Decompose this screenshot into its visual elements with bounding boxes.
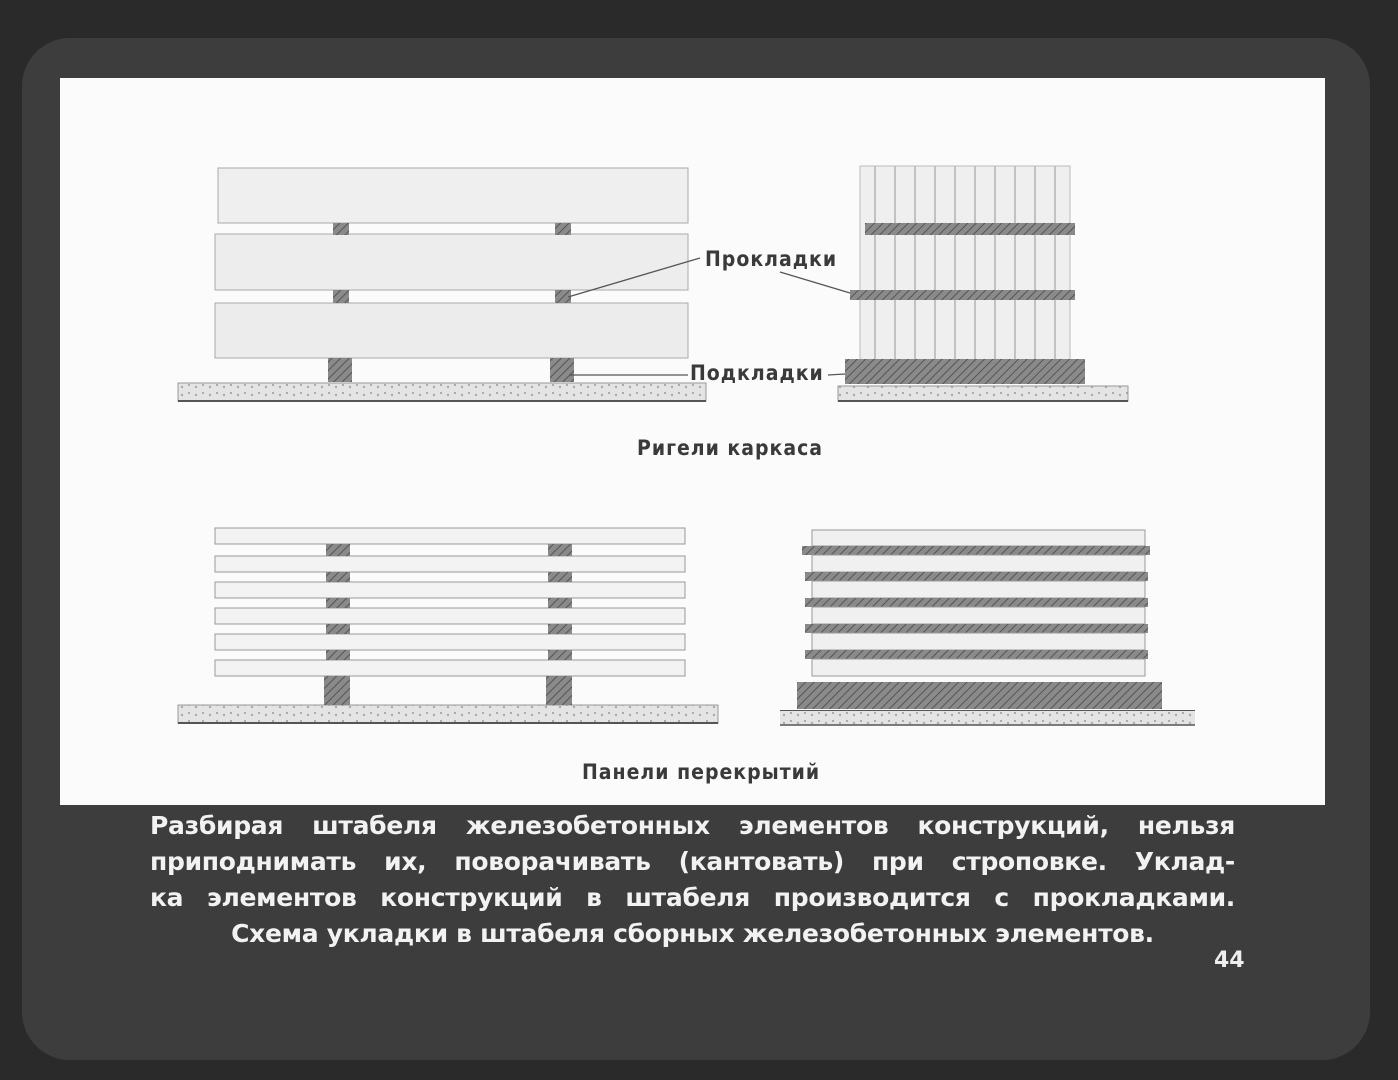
panel xyxy=(812,633,1145,650)
base-pad xyxy=(328,358,352,382)
base-pad xyxy=(546,676,572,705)
spacer xyxy=(865,223,1075,235)
panel xyxy=(812,555,1145,572)
panel xyxy=(812,581,1145,598)
spacer xyxy=(802,546,1150,555)
spacer xyxy=(333,223,349,235)
panel xyxy=(215,608,685,624)
ground-strip xyxy=(178,383,706,401)
panel xyxy=(215,582,685,598)
base-pad xyxy=(845,359,1085,384)
spacer xyxy=(326,650,350,660)
spacer xyxy=(326,598,350,608)
panel xyxy=(215,634,685,650)
page-number: 44 xyxy=(1214,948,1245,973)
panel xyxy=(215,528,685,544)
spacer xyxy=(326,572,350,582)
ground-strip xyxy=(780,711,1195,725)
label-base-pads: Подкладки xyxy=(690,361,824,385)
title-panels: Панели перекрытий xyxy=(582,760,821,784)
spacer xyxy=(326,544,350,556)
panel xyxy=(215,660,685,676)
spacer xyxy=(805,624,1148,633)
base-pad xyxy=(550,358,574,382)
spacer xyxy=(548,598,572,608)
panel xyxy=(812,530,1145,546)
panel xyxy=(215,556,685,572)
spacer xyxy=(548,624,572,634)
spacer xyxy=(805,650,1148,659)
base-pad xyxy=(797,682,1162,709)
panel xyxy=(812,659,1145,676)
spacer xyxy=(555,223,571,235)
stacking-diagram xyxy=(60,78,1325,805)
base-pad xyxy=(324,676,350,705)
ground-strip xyxy=(838,386,1128,401)
caption-line: Схема укладки в штабеля сборных железобетонных элементов. xyxy=(231,919,1154,948)
beam xyxy=(215,303,688,358)
panels-end-view xyxy=(780,530,1195,725)
ground-strip xyxy=(178,705,718,723)
spacer xyxy=(548,650,572,660)
beam xyxy=(215,234,688,290)
caption-line: приподнимать их, поворачивать (кантовать) при строповке. Уклад- xyxy=(150,847,1235,876)
panels-side-view xyxy=(178,528,718,723)
beam xyxy=(218,168,688,223)
spacer xyxy=(805,598,1148,607)
caption-line: ка элементов конструкций в штабеля производится с прокладками. xyxy=(150,883,1235,912)
title-beams: Ригели каркаса xyxy=(637,436,824,460)
spacer xyxy=(333,290,349,303)
beam-ends xyxy=(860,166,1070,361)
drawing-area xyxy=(60,78,1325,805)
spacer xyxy=(548,544,572,556)
beams-end-view xyxy=(838,166,1128,401)
panel xyxy=(812,607,1145,624)
spacer xyxy=(850,290,1075,300)
caption-line: Разбирая штабеля железобетонных элементов конструкций, нельзя xyxy=(150,811,1235,840)
spacer xyxy=(805,572,1148,581)
label-spacers: Прокладки xyxy=(705,247,838,271)
spacer xyxy=(326,624,350,634)
beams-side-view xyxy=(178,168,706,401)
spacer xyxy=(548,572,572,582)
caption-text xyxy=(150,808,1235,952)
